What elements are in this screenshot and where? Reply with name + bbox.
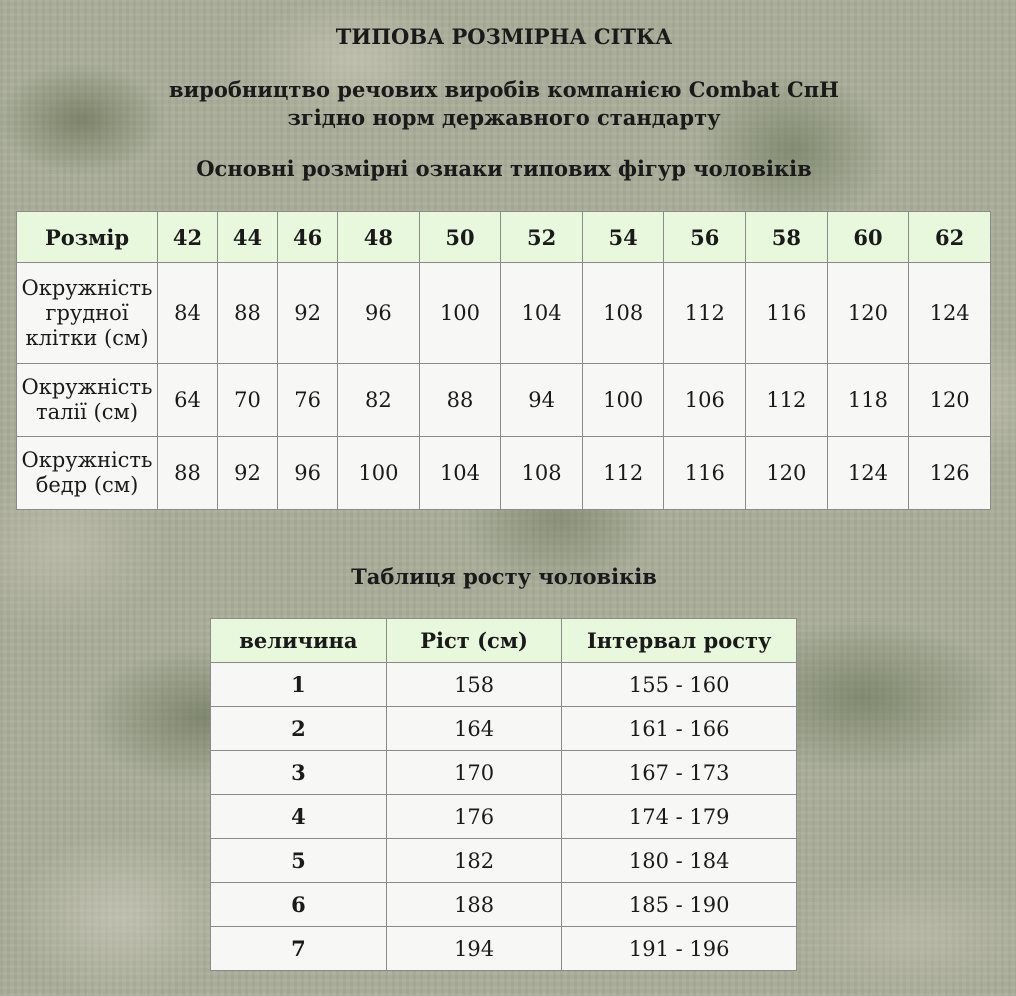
table-cell: 6 <box>211 883 387 927</box>
size-header-cell: 58 <box>746 212 828 263</box>
table-cell: 120 <box>746 437 828 510</box>
size-header-cell: 44 <box>218 212 278 263</box>
table-cell: 155 - 160 <box>562 663 797 707</box>
table-cell: 92 <box>218 437 278 510</box>
table-cell: 182 <box>386 839 562 883</box>
table-row <box>211 751 797 795</box>
table-cell: 188 <box>386 883 562 927</box>
table-cell: 118 <box>827 364 909 437</box>
size-header-cell: 50 <box>419 212 501 263</box>
table-cell: 158 <box>386 663 562 707</box>
size-header-cell: 42 <box>158 212 218 263</box>
page-subtitle <box>0 76 1008 132</box>
table-cell: 174 - 179 <box>562 795 797 839</box>
table-cell: 112 <box>582 437 664 510</box>
table-cell: 112 <box>746 364 828 437</box>
row-label-line: Окружність <box>21 275 153 300</box>
table-cell: 82 <box>338 364 420 437</box>
table-cell: 1 <box>211 663 387 707</box>
size-header-cell: 60 <box>827 212 909 263</box>
table-cell: 126 <box>909 437 991 510</box>
size-header-cell: 56 <box>664 212 746 263</box>
table-cell: 3 <box>211 751 387 795</box>
table-cell: 108 <box>501 437 583 510</box>
table-cell: 88 <box>419 364 501 437</box>
subtitle-line-2: згідно норм державного стандарту <box>287 105 721 130</box>
row-label-line: клітки (см) <box>25 325 149 350</box>
table-row <box>211 795 797 839</box>
table-cell: 94 <box>501 364 583 437</box>
hips-row <box>17 437 991 510</box>
waist-row <box>17 364 991 437</box>
table-cell: 106 <box>664 364 746 437</box>
row-label-line: талії (см) <box>35 400 139 424</box>
table-cell: 2 <box>211 707 387 751</box>
table-cell: 120 <box>909 364 991 437</box>
table-cell: 5 <box>211 839 387 883</box>
height-header-cell: Інтервал росту <box>562 619 797 663</box>
table-cell: 100 <box>338 437 420 510</box>
table-cell: 116 <box>664 437 746 510</box>
height-table-title: Таблиця росту чоловіків <box>351 564 657 589</box>
table-row <box>211 707 797 751</box>
table-cell: 7 <box>211 927 387 971</box>
size-table-title: Основні розмірні ознаки типових фігур чоловіків <box>196 156 812 181</box>
chest-row <box>17 263 991 364</box>
size-header-cell: 54 <box>582 212 664 263</box>
table-cell: 104 <box>501 263 583 364</box>
height-header-row <box>211 619 797 663</box>
size-header-row <box>17 212 991 263</box>
chest-row-label <box>17 263 158 364</box>
table-cell: 92 <box>278 263 338 364</box>
table-cell: 180 - 184 <box>562 839 797 883</box>
table-row <box>211 927 797 971</box>
table-cell: 161 - 166 <box>562 707 797 751</box>
table-cell: 120 <box>827 263 909 364</box>
subtitle-line-1: виробництво речових виробів компанією Combat СпН <box>169 77 839 102</box>
table-cell: 96 <box>278 437 338 510</box>
waist-row-label <box>17 364 158 437</box>
table-cell: 164 <box>386 707 562 751</box>
size-header-cell: 62 <box>909 212 991 263</box>
table-cell: 194 <box>386 927 562 971</box>
table-cell: 108 <box>582 263 664 364</box>
table-cell: 167 - 173 <box>562 751 797 795</box>
table-cell: 64 <box>158 364 218 437</box>
table-cell: 88 <box>218 263 278 364</box>
size-header-label: Розмір <box>17 212 158 263</box>
table-cell: 185 - 190 <box>562 883 797 927</box>
table-cell: 88 <box>158 437 218 510</box>
hips-row-label <box>17 437 158 510</box>
table-cell: 70 <box>218 364 278 437</box>
table-cell: 84 <box>158 263 218 364</box>
table-row <box>211 883 797 927</box>
size-header-cell: 48 <box>338 212 420 263</box>
row-label-line: Окружність <box>21 448 153 472</box>
table-cell: 100 <box>419 263 501 364</box>
height-chart-table <box>210 618 797 971</box>
row-label-line: Окружність <box>21 375 153 399</box>
table-cell: 191 - 196 <box>562 927 797 971</box>
table-cell: 124 <box>827 437 909 510</box>
table-cell: 170 <box>386 751 562 795</box>
size-chart-table <box>16 211 991 510</box>
table-row <box>211 663 797 707</box>
row-label-line: грудної <box>45 300 129 325</box>
height-header-cell: величина <box>211 619 387 663</box>
page-title: ТИПОВА РОЗМІРНА СІТКА <box>335 24 673 49</box>
table-cell: 104 <box>419 437 501 510</box>
table-cell: 124 <box>909 263 991 364</box>
table-row <box>211 839 797 883</box>
table-cell: 76 <box>278 364 338 437</box>
table-cell: 4 <box>211 795 387 839</box>
size-header-cell: 52 <box>501 212 583 263</box>
table-cell: 112 <box>664 263 746 364</box>
table-cell: 116 <box>746 263 828 364</box>
row-label-line: бедр (см) <box>35 473 139 497</box>
height-header-cell: Ріст (см) <box>386 619 562 663</box>
size-header-cell: 46 <box>278 212 338 263</box>
table-cell: 176 <box>386 795 562 839</box>
table-cell: 96 <box>338 263 420 364</box>
table-cell: 100 <box>582 364 664 437</box>
